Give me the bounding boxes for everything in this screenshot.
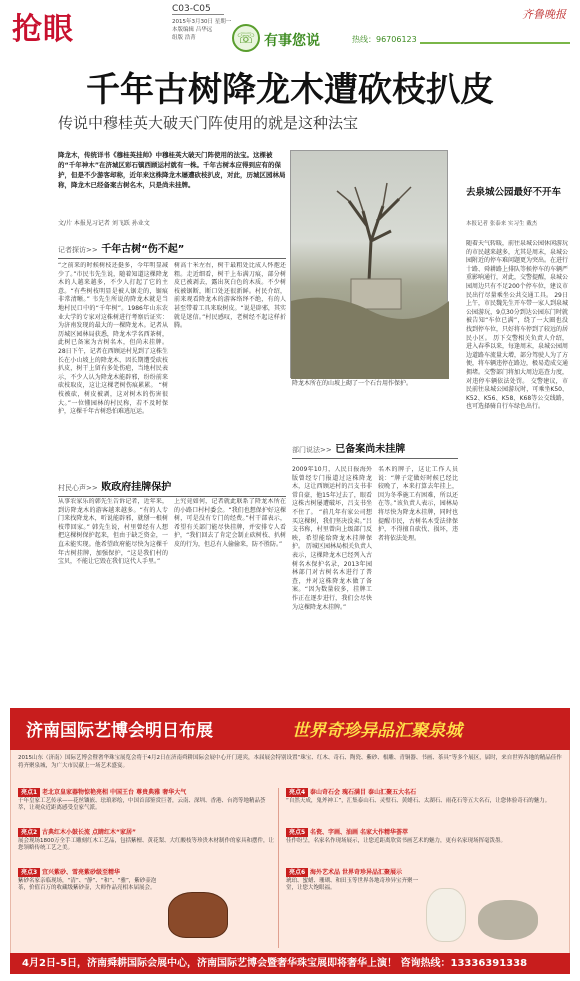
hotline-divider [420,42,570,44]
point-body: 琥珀、蜜蜡、珊瑚、和田玉等世界各地奇珍异宝齐聚一堂，让您大饱眼福。 [286,877,419,892]
point-title: 名瓷、字画、油画 名家大作精华荟萃 [309,829,409,836]
point-badge: 亮点1 [18,788,40,797]
lead-paragraph: 降龙木，传统详书《穆桂英挂帅》中穆桂英大破天门阵使用的法宝。这棵被的“千年神木”在济城区彩石镇西顾运村就有一株。千年古树本应得到应有的保护，但是不少游客却称，近年来这株降龙木屡遭砍枝扒皮，对此，历城区园林局称，降龙木已经备案古树名木，只是尚未挂牌。 [58,151,286,189]
edition-layout: 组版 浩菁 [172,35,196,41]
point-body: 千年皇家工艺传承——花丝镶嵌、珐琅彩绘，中国首部鉴赏巨著，云南、深圳、香港、台湾等地精品荟萃，让观众近距离感受皇家气派。 [18,797,266,812]
point-title: 宜兴紫砂、雪亮紫砂级至精华 [41,869,120,876]
section3-header [292,440,458,459]
hotline-title: 有事您说 [264,33,320,49]
phone-handset-icon: ☏ [232,24,260,52]
point-title: 老北京皇家器物惊艳亮相 中国王台 尊贵典雅 奢华大气 [41,789,187,796]
section2-title: 败政府挂牌保护 [101,482,172,493]
ad-point-2 [18,828,274,853]
section3-body-col2: 名木的牌子，这让工作人员说：“牌子定做好时候已经比较晚了，本来打算去年挂上，因为冬季施工有困难，所以还在等。”该负责人表示，园林局将尽快为降龙木挂牌，同时也提醒市民，古树名木受法律保护，不得擅自砍伐、损坏，违者将依法处理。 [378,466,458,542]
section1-body-col2: 树高十米左右，树干最粗处比成人怀抱还粗。走近细看，树干上布满刀痕，部分树皮已被剥去，露出灰白色的木质。不少树枝被锯断，断口处还很新鲜。村民介绍，前来观看降龙木的游客络绎不绝，有的人甚至带着工具来取树皮。“说是辟邪，其实就是迷信。”村民感叹，老树经不起这样折腾。 [174,262,286,330]
headline: 千年古树降龙木遭砍枝扒皮 [86,70,494,110]
point-badge: 亮点2 [18,828,40,837]
byline: 文/片 本报见习记者 刘飞跃 孙业文 [58,220,150,227]
section2-body: 从事农家乐的韩先生告诉记者，近年来，到访降龙木的游客越来越多。“有的人专门来找降龙木，听说能辟邪，就掰一根树枝带回家。” 韩先生说，村里曾经有人想把这棵树保护起来，但由于缺乏资金，一直未能实现。他希望政府能尽快为这棵千年古树挂牌，加强保护，“这是我们村的宝贝，不能让它毁在我们这代人手里。” [58,498,168,566]
point-title: 古典红木小鼓长流 点睛红木“家居” [41,829,136,836]
section3-body: 2009年10月，人民日报海外版曾经专门报道过这株降龙木，这让西顾运村的吕支书非常自豪，他15年过去了，眼看这株古树屡遭破坏，吕支书坐不住了。 “前几年有家公司想买这棵树，我们坚决没卖。”吕支书称，村里曾向上级部门反映，希望能给降龙木挂牌保护。 历城区园林局相关负责人表示，这棵降龙木已经列入古树名木保护名录，2013年园林部门对古树名木进行了普查，并对这株降龙木做了备案。“因为数量较多，挂牌工作正在逐步进行，我们会尽快为这棵降龙木挂牌。” [292,466,372,611]
photo-caption: 降龙木所在的山坡上砌了一个石台用作保护。 [292,380,413,387]
sidebar-title: 去泉城公园最好不开车 [466,187,562,198]
edition-meta [172,18,231,42]
tree-photo-icon [290,150,448,378]
point-title: 海外艺术品 世界奇珍异品汇聚展示 [309,869,403,876]
section1-body: “之前来的时候树枝还挺多，今年明显减少了。”市民韦先生说，随着知道这棵降龙木的人越来越多，不少人打起了它的主意。“有些树枝明显是被人锯走的，锯痕非常清晰。” 韦先生所说的降龙木就是当地村民口中的“千年树”。1986年山东农业大学的专家对这株树进行考察后证实：为济南发现的最大的一棵降龙木。记者从历城区园林局获悉，降龙木学名西茶树，此树已备案为古树名木，但尚未挂牌。 28日下午，记者在西顾运村见到了这株生长在小山坡上的降龙木，因长期遭受砍枝扒皮，树干上留有多处伤疤，当地村民表示，不少人认为降龙木能辟邪，纷纷前来砍枝取皮，这让这棵老树伤痕累累。 “树枝被砍，树皮被剥，这对树木的伤害很大。”一位懂园林的村民称，若不及时保护，这棵千年古树恐怕难逃厄运。 [58,262,168,416]
ad-point-5 [286,828,562,845]
point-body: 展会现场1800万全手工雕刻红木工艺品，包括紫檀、黄花梨、大红酸枝等珍贵木材制作的家具和摆件，让您领略传统工艺之美。 [18,837,275,852]
point-body: “自然天成，鬼斧神工”，汇集泰山石、灵璧石、黄蜡石、太湖石、雨花石等五大名石，让您体验奇石的魅力。 [286,797,551,804]
section2-rule [58,496,286,497]
teapot-icon [168,892,228,938]
paper-logo: 齐鲁晚报 [522,8,566,21]
point-title: 泰山奇石会 瑰石满目 泰山汇聚五大名石 [309,789,417,796]
ad-point-1 [18,788,274,813]
ad-intro: 2015山东（济南）国际艺博会暨奢华珠宝展览会将于4月2日在济南舜耕国际会展中心开门迎宾，本届展会特别设置“珠宝、红木、奇石、陶瓷、紫砂、根雕、青铜器、书画、茶具”等多个展区，届时，来自世界各地的精品佳作将齐聚泉城，为广大市民献上一场艺术盛宴。 [18,755,562,769]
edition-editor: 本版编辑 吕华远 [172,27,213,33]
sidebar-body: 随着天气转暖，前往泉城公园休闲游玩的市民越来越多，尤其是周末，泉城公园附近的停车难问题更为突出。在进行十路、舜耕路上排队等候停车的车辆严重影响通行，对此，交警提醒，泉城公园周边只有不足200个停车位，建议市民出行尽量乘坐公共交通工具。 29日上午，市民魏先生开车带一家人到泉城公园游玩，9点30分到达公园东门时就被告知“车位已满”，绕了一大圈也没找到停车位，只好将车停到了较远的居民小区。 历下交警相关负责人介绍，进入春季以来，每逢周末，泉城公园周边道路车流量大增，部分驾驶人为了方便，将车辆违停在路边，极易造成交通拥堵。交警部门将加大周边巡查力度，对违停车辆依法处罚。 交警建议，市民前往泉城公园游玩时，可乘坐K50、K52、K56、K58、K68等公交线路，也可选择骑自行车绿色出行。 [466,240,568,411]
section1-tag: 记者探访>> [58,246,98,254]
point-body: 紫砂名家亲临现场，“清”、“静”、“和”、“雅”，紫砂壶泡茶，价值百万的收藏级紫砂壶，大师作品亮相本届展会。 [18,877,157,892]
edition-date: 2015年3月30日 星期一 [172,19,232,25]
section2-body-col2: 上究竟如何，记者就此联系了降龙木所在的小路口村村委会。“我们也想保护好这棵树，可是没有专门的经费。”村干部表示，希望有关部门能尽快挂牌，并安排专人看护，“我们回去了肯定会制止砍树枝、扒树皮的行为，但总有人偷偷来，防不胜防。” [174,498,286,548]
section2-tag: 村民心声>> [58,484,98,492]
section1-rule [58,258,286,259]
point-body: 佳作纷呈，名家名作现场展示，让您近距离欣赏书画艺术的魅力，更有名家现场挥毫泼墨。 [286,837,507,844]
section3-rule [292,458,458,459]
ad-point-4 [286,788,562,805]
point-badge: 亮点3 [18,868,40,877]
ad-subtitle: 世界奇珍异品汇聚泉城 [292,721,462,741]
ad-point-6 [286,868,420,893]
hotline-number: 热线：96706123 [352,35,417,44]
point-badge: 亮点5 [286,828,308,837]
section3-title: 已备案尚未挂牌 [335,444,406,455]
page-range: C03-C05 [172,4,224,15]
jade-icon [426,888,466,942]
point-badge: 亮点6 [286,868,308,877]
ad-footer: 4月2日-5日，济南舜耕国际会展中心，济南国际艺博会暨奢华珠宝展即将奢华上演！ 咨询热线：13336391338 [10,953,570,974]
section2-header [58,478,286,497]
section3-tag: 部门说法>> [292,446,332,454]
stone-icon [478,900,538,940]
masthead-title: 抢眼 [12,12,74,47]
ad-point-3 [18,868,164,893]
section1-header [58,240,286,259]
ad-title: 济南国际艺博会明日布展 [26,721,213,741]
section1-title: 千年古树“伤不起” [101,244,185,255]
ad-column-divider [278,788,279,948]
subheadline: 传说中穆桂英大破天门阵使用的就是这种法宝 [58,114,359,132]
sidebar-byline: 本报记者 张泰来 实习生 戴杰 [466,221,538,227]
point-badge: 亮点4 [286,788,308,797]
